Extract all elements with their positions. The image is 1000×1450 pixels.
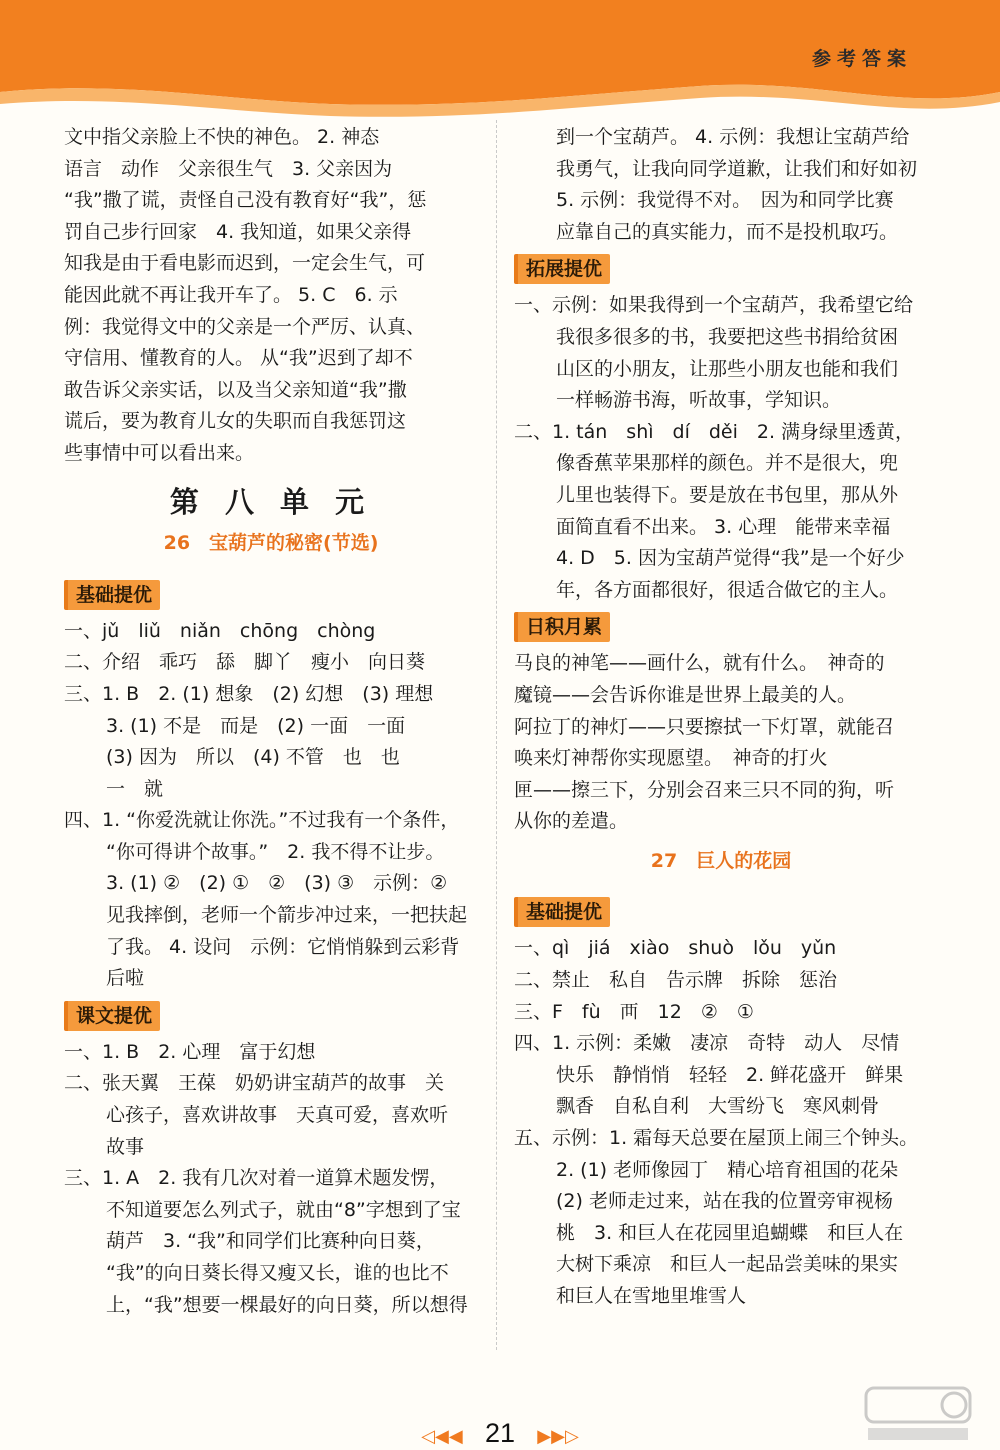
text-line: 年，各方面都很好，很适合做它的主人。 bbox=[556, 578, 899, 601]
watermark-logo bbox=[864, 1384, 972, 1444]
text-line: 4. D 5. 因为宝葫芦觉得“我”是一个好少 bbox=[556, 547, 905, 570]
lesson-title-26: 26 宝葫芦的秘密(节选) bbox=[163, 532, 379, 555]
text-line: 上，“我”想要一棵最好的向日葵，所以想得 bbox=[106, 1293, 468, 1316]
text-line: 一、qì jiá xiào shuò lǒu yǔn bbox=[514, 937, 837, 960]
text-line: 文中指父亲脸上不快的神色。 2. 神态 bbox=[64, 126, 380, 148]
text-line: 罚自己步行回家 4. 我知道，如果父亲得 bbox=[64, 220, 412, 243]
text-line: 葫芦 3. “我”和同学们比赛种向日葵， bbox=[106, 1230, 435, 1253]
right-column bbox=[514, 122, 928, 1313]
text-line: 唤来灯神帮你实现愿望。 神奇的打火 bbox=[514, 747, 828, 770]
page-number: 21 bbox=[484, 1418, 516, 1448]
text-line: 语言 动作 父亲很生气 3. 父亲因为 bbox=[64, 157, 393, 180]
text-line: 应靠自己的真实能力，而不是投机取巧。 bbox=[556, 220, 899, 243]
text-line: 一样畅游书海，听故事，学知识。 bbox=[556, 389, 842, 412]
page-footer bbox=[0, 1418, 1000, 1449]
text-line: 三、1. A 2. 我有几次对着一道算术题发愣， bbox=[64, 1167, 449, 1190]
text-line: “你可得讲个故事。” 2. 我不得不让步。 bbox=[106, 840, 445, 863]
text-line: 2. (1) 老师像园丁 精心培育祖国的花朵 bbox=[556, 1158, 899, 1181]
text-line: 一、1. B 2. 心理 富于幻想 bbox=[64, 1040, 316, 1063]
left-column bbox=[64, 122, 478, 1321]
text-line: 了我。 4. 设问 示例：它悄悄躲到云彩背 bbox=[106, 935, 460, 958]
next-arrows-icon: ▶▶▷ bbox=[537, 1426, 579, 1447]
text-line: 见我摔倒，老师一个箭步冲过来，一把扶起 bbox=[106, 904, 468, 927]
text-line: 魔镜——会告诉你谁是世界上最美的人。 bbox=[514, 683, 857, 706]
text-line: 四、1. 示例：柔嫩 凄凉 奇特 动人 尽情 bbox=[514, 1032, 900, 1055]
text-line: 阿拉丁的神灯——只要擦拭一下灯罩，就能召 bbox=[514, 715, 895, 738]
text-line: “我”的向日葵长得又瘦又长，谁的也比不 bbox=[106, 1262, 449, 1284]
text-line: 山区的小朋友，让那些小朋友也能和我们 bbox=[556, 357, 899, 380]
text-line: 从你的差遣。 bbox=[514, 810, 629, 833]
text-line: 二、禁止 私自 告示牌 拆除 惩治 bbox=[514, 969, 838, 992]
unit-title: 第 八 单 元 bbox=[169, 484, 373, 519]
text-line: 二、张天翼 王葆 奶奶讲宝葫芦的故事 关 bbox=[64, 1072, 445, 1095]
text-line: 我很多很多的书，我要把这些书捐给贫困 bbox=[556, 325, 899, 348]
prev-arrows-icon: ◁◀◀ bbox=[421, 1426, 463, 1447]
text-line: 和巨人在雪地里堆雪人 bbox=[556, 1285, 747, 1307]
column-divider bbox=[496, 120, 497, 1350]
text-line: 些事情中可以看出来。 bbox=[64, 441, 255, 464]
text-line: 守信用、懂教育的人。 从“我”迟到了却不 bbox=[64, 347, 413, 370]
text-line: 我勇气，让我向同学道歉，让我们和好如初 bbox=[556, 157, 918, 180]
text-line: 一、jǔ liǔ niǎn chōng chòng bbox=[64, 619, 376, 642]
text-line: 心孩子，喜欢讲故事 天真可爱，喜欢听 bbox=[106, 1104, 449, 1127]
header-title: 参考答案 bbox=[811, 48, 912, 70]
text-line: 到一个宝葫芦。 4. 示例：我想让宝葫芦给 bbox=[556, 126, 910, 148]
section-tag-basic: 基础提优 bbox=[64, 580, 160, 610]
text-line: 能因此就不再让我开车了。 5. C 6. 示 bbox=[64, 283, 398, 306]
text-line: 四、1. “你爱洗就让你洗。”不过我有一个条件， bbox=[64, 809, 460, 832]
text-line: 后啦 bbox=[106, 967, 145, 990]
intro-answers bbox=[64, 122, 478, 470]
text-line: 马良的神笔——画什么，就有什么。 神奇的 bbox=[514, 652, 885, 675]
text-line: 5. 示例：我觉得不对。 因为和同学比赛 bbox=[556, 189, 894, 212]
section-tag-daily: 日积月累 bbox=[514, 612, 610, 642]
section-tag-basic-2: 基础提优 bbox=[514, 897, 610, 927]
text-line: “我”撒了谎，责怪自己没有教育好“我”，惩 bbox=[64, 189, 427, 212]
section-tag-text: 课文提优 bbox=[64, 1001, 160, 1031]
text-line: 大树下乘凉 和巨人一起品尝美味的果实 bbox=[556, 1253, 899, 1276]
text-line: 像香蕉苹果那样的颜色。并不是很大，兜 bbox=[556, 452, 899, 475]
section-tag-extend: 拓展提优 bbox=[514, 254, 610, 284]
text-line: 匣——擦三下，分别会召来三只不同的狗，听 bbox=[514, 778, 895, 801]
text-line: 敢告诉父亲实话，以及当父亲知道“我”撒 bbox=[64, 378, 407, 401]
text-line: 知我是由于看电影而迟到，一定会生气，可 bbox=[64, 252, 426, 275]
text-line: 儿里也装得下。要是放在书包里，那从外 bbox=[556, 483, 899, 506]
text-line: 3. (1) ② (2) ① ② (3) ③ 示例：② bbox=[106, 872, 448, 895]
text-line: (2) 老师走过来，站在我的位置旁审视杨 bbox=[556, 1190, 893, 1213]
text-line: 二、1. tán shì dí děi 2. 满身绿里透黄， bbox=[514, 420, 915, 443]
text-line: 3. (1) 不是 而是 (2) 一面 一面 bbox=[106, 714, 406, 737]
text-line: 飘香 自私自利 大雪纷飞 寒风刺骨 bbox=[556, 1095, 880, 1118]
text-line: 故事 bbox=[106, 1135, 145, 1158]
text-line: 一、示例：如果我得到一个宝葫芦，我希望它给 bbox=[514, 294, 914, 317]
text-line: 五、示例：1. 霜每天总要在屋顶上闹三个钟头。 bbox=[514, 1127, 919, 1150]
text-line: 三、F fù 襾 12 ② ① bbox=[514, 1000, 754, 1023]
text-line: (3) 因为 所以 (4) 不管 也 也 bbox=[106, 746, 400, 769]
text-line: 二、介绍 乖巧 舔 脚丫 瘦小 向日葵 bbox=[64, 651, 426, 674]
text-line: 不知道要怎么列式子，就由“8”字想到了宝 bbox=[106, 1198, 461, 1221]
text-line: 三、1. B 2. (1) 想象 (2) 幻想 (3) 理想 bbox=[64, 682, 434, 705]
text-line: 一 就 bbox=[106, 777, 164, 800]
text-line: 桃 3. 和巨人在花园里追蝴蝶 和巨人在 bbox=[556, 1221, 904, 1244]
text-line: 例：我觉得文中的父亲是一个严厉、认真、 bbox=[64, 315, 426, 338]
lesson-title-27: 27 巨人的花园 bbox=[650, 849, 792, 872]
text-line: 面简直看不出来。 3. 心理 能带来幸福 bbox=[556, 515, 891, 538]
text-line: 快乐 静悄悄 轻轻 2. 鲜花盛开 鲜果 bbox=[556, 1063, 904, 1086]
text-line: 谎后，要为教育儿女的失职而自我惩罚这 bbox=[64, 410, 407, 433]
